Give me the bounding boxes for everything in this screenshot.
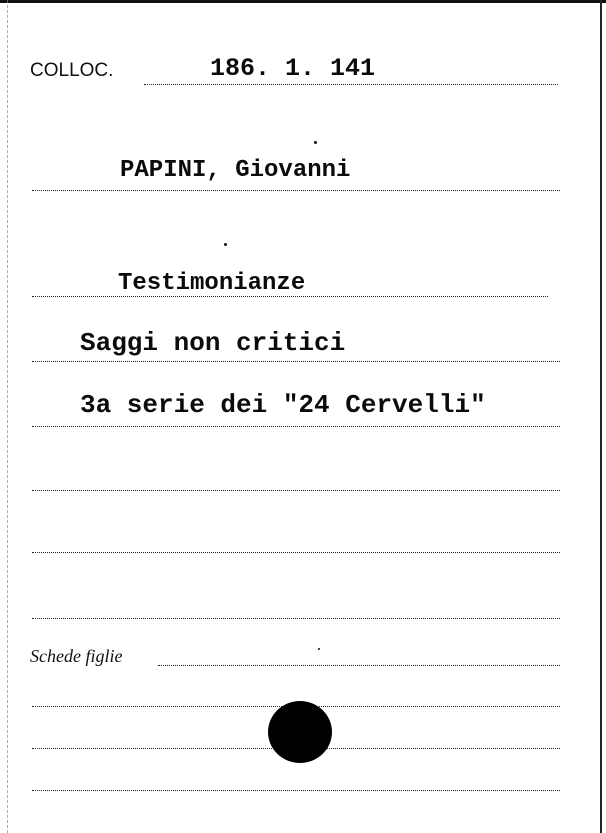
title-text: Testimonianze xyxy=(118,270,306,297)
colloc-dotline xyxy=(144,84,558,85)
colloc-value: 186. 1. 141 xyxy=(210,54,376,83)
series-dotline xyxy=(32,426,560,427)
ink-speck xyxy=(318,648,320,650)
series-text: 3a serie dei "24 Cervelli" xyxy=(80,390,486,420)
card-right-edge xyxy=(600,0,602,833)
punch-hole xyxy=(268,701,332,763)
card-left-edge xyxy=(7,0,9,833)
ink-speck xyxy=(314,141,317,144)
schede-dotline xyxy=(158,665,560,666)
card-top-edge xyxy=(0,0,606,3)
colloc-label: COLLOC. xyxy=(30,60,114,81)
empty-dotline-2 xyxy=(32,552,560,553)
empty-dotline-1 xyxy=(32,490,560,491)
ink-speck xyxy=(224,243,227,246)
schede-label: Schede figlie xyxy=(30,646,123,666)
subtitle-text: Saggi non critici xyxy=(80,328,346,358)
subtitle-dotline xyxy=(32,361,560,362)
author-dotline xyxy=(32,190,560,191)
empty-dotline-3 xyxy=(32,618,560,619)
author-name: PAPINI, Giovanni xyxy=(120,157,351,184)
lower-dotline-3 xyxy=(32,790,560,791)
